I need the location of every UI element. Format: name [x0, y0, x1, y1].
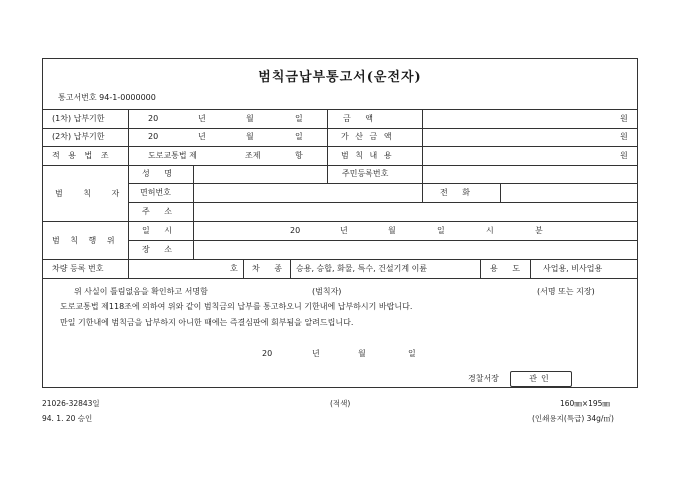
row-line — [128, 202, 638, 203]
confirm-text: 위 사실이 틀림없음을 확인하고 서명함 — [74, 287, 208, 296]
approval-date: 94. 1. 20 승인 — [42, 414, 93, 423]
place-label: 장 소 — [142, 245, 178, 254]
due2-day: 일 — [295, 132, 303, 141]
col-line — [327, 109, 328, 165]
paper-color: (적색) — [330, 399, 351, 408]
police-chief: 경찰서장 — [468, 374, 499, 383]
act-minute: 분 — [535, 226, 543, 235]
act-year: 년 — [340, 226, 348, 235]
amount-label: 금 액 — [343, 114, 379, 123]
act-hour: 시 — [486, 226, 494, 235]
row-line — [42, 278, 638, 279]
applied-article: 조제 — [245, 151, 261, 160]
due1-month: 월 — [246, 114, 254, 123]
offender-label: 범 칙 자 — [55, 189, 129, 198]
rrn-label: 주민등록번호 — [342, 169, 389, 178]
amount-won: 원 — [620, 114, 628, 123]
name-label: 성 명 — [142, 169, 178, 178]
vehicle-label: 차량 등록 번호 — [52, 264, 104, 273]
row-line — [42, 109, 638, 110]
vehicle-type-value: 승용, 승합, 화물, 특수, 건설기계 이륜 — [296, 264, 428, 273]
license-label: 면허번호 — [140, 188, 171, 197]
due2-month: 월 — [246, 132, 254, 141]
col-line — [480, 259, 481, 278]
surcharge-won: 원 — [620, 132, 628, 141]
paper-size: 160㎜×195㎜ — [560, 399, 610, 408]
form-code: 21026-32843일 — [42, 399, 100, 408]
due1-year: 년 — [198, 114, 206, 123]
official-seal: 관인 — [510, 371, 572, 387]
form-frame — [42, 58, 638, 388]
phone-label: 전 화 — [440, 188, 476, 197]
act-day: 일 — [437, 226, 445, 235]
row-line — [128, 183, 638, 184]
use-label: 용 도 — [490, 264, 526, 273]
issue-day: 일 — [408, 349, 416, 358]
col-line — [193, 165, 194, 259]
row-line — [42, 165, 638, 166]
vehicle-ho: 호 — [230, 264, 238, 273]
row-line — [42, 128, 638, 129]
applied-law: 도로교통법 제 — [148, 151, 197, 160]
datetime-label: 일 시 — [142, 226, 178, 235]
col-line — [290, 259, 291, 278]
col-line — [243, 259, 244, 278]
address-label: 주 소 — [142, 207, 178, 216]
col-line — [327, 165, 328, 183]
applied-clause: 항 — [295, 151, 303, 160]
col-line — [530, 259, 531, 278]
violation-won: 원 — [620, 151, 628, 160]
paper-spec: (인쇄용지(특급) 34g/㎡) — [532, 414, 614, 423]
notice-line-2: 만일 기한내에 범칙금을 납부하지 아니한 때에는 즉결심판에 회부됨을 알려드립니다. — [60, 318, 354, 327]
row-line — [128, 240, 638, 241]
row-line — [42, 146, 638, 147]
act-label: 범 칙 행 위 — [52, 236, 119, 245]
row-line — [42, 259, 638, 260]
violation-label: 범 칙 내 용 — [341, 151, 394, 160]
issue-month: 월 — [358, 349, 366, 358]
form-title: 범칙금납부통고서(운전자) — [258, 70, 422, 85]
due1-year-prefix: 20 — [148, 114, 159, 123]
notice-number: 통고서번호 94-1-0000000 — [58, 93, 156, 102]
applied-label: 적 용 법 조 — [52, 151, 112, 160]
due2-year: 년 — [198, 132, 206, 141]
col-line — [422, 109, 423, 183]
due2-year-prefix: 20 — [148, 132, 159, 141]
offender-sign-label: (범칙자) — [312, 287, 342, 296]
row-line — [42, 221, 638, 222]
surcharge-label: 가 산 금 액 — [341, 132, 394, 141]
col-line — [422, 183, 423, 202]
due2-label: (2차) 납부기한 — [52, 132, 105, 141]
issue-year: 년 — [312, 349, 320, 358]
vehicle-type-label: 차 종 — [252, 264, 288, 273]
use-value: 사업용, 비사업용 — [543, 264, 603, 273]
sign-label: (서명 또는 지장) — [537, 287, 595, 296]
act-year-prefix: 20 — [290, 226, 301, 235]
due1-day: 일 — [295, 114, 303, 123]
issue-year-prefix: 20 — [262, 349, 273, 358]
due1-label: (1차) 납부기한 — [52, 114, 105, 123]
notice-line-1: 도로교통법 제118조에 의하여 위와 같이 범칙금의 납부를 통고하오니 기한내에 납부하시기 바랍니다. — [60, 302, 413, 311]
act-month: 월 — [388, 226, 396, 235]
col-line — [500, 183, 501, 202]
